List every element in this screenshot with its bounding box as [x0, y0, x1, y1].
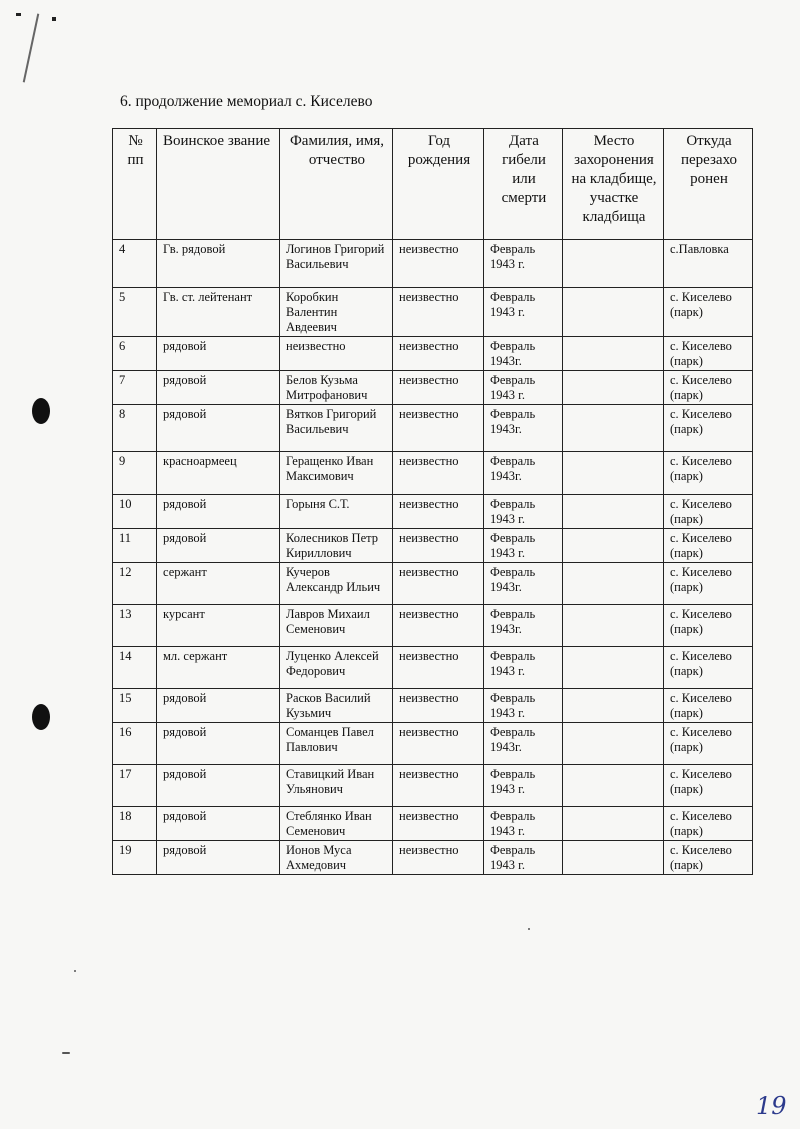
cell-from: с. Киселево (парк): [664, 337, 753, 371]
cell-birth: неизвестно: [393, 495, 484, 529]
cell-rank: рядовой: [157, 529, 280, 563]
cell-death: Февраль 1943 г.: [484, 495, 563, 529]
scan-speck: [74, 970, 76, 972]
punch-hole: [32, 398, 50, 424]
cell-from: с. Киселево (парк): [664, 807, 753, 841]
cell-death: Февраль 1943г.: [484, 337, 563, 371]
table-row: [113, 337, 753, 371]
cell-num: 16: [113, 723, 157, 765]
cell-burial: [563, 841, 664, 875]
table-row: [113, 841, 753, 875]
cell-death: Февраль 1943 г.: [484, 240, 563, 288]
table-row: [113, 529, 753, 563]
cell-rank: Гв. ст. лейтенант: [157, 288, 280, 337]
table-row: [113, 723, 753, 765]
cell-death: Февраль 1943 г.: [484, 765, 563, 807]
cell-from: с. Киселево (парк): [664, 529, 753, 563]
punch-hole: [32, 704, 50, 730]
cell-name: Логинов Григорий Васильевич: [280, 240, 393, 288]
document-heading: 6. продолжение мемориал с. Киселево: [120, 93, 373, 110]
cell-birth: неизвестно: [393, 647, 484, 689]
scan-mark: [52, 17, 56, 21]
cell-rank: рядовой: [157, 405, 280, 452]
cell-rank: рядовой: [157, 495, 280, 529]
cell-from: с. Киселево (парк): [664, 647, 753, 689]
header-rank: Воинское звание: [157, 129, 280, 240]
cell-name: неизвестно: [280, 337, 393, 371]
cell-burial: [563, 405, 664, 452]
table-row: [113, 689, 753, 723]
cell-birth: неизвестно: [393, 841, 484, 875]
cell-num: 6: [113, 337, 157, 371]
header-birth: Год рождения: [393, 129, 484, 240]
cell-num: 18: [113, 807, 157, 841]
cell-birth: неизвестно: [393, 405, 484, 452]
cell-birth: неизвестно: [393, 288, 484, 337]
cell-rank: Гв. рядовой: [157, 240, 280, 288]
cell-burial: [563, 563, 664, 605]
cell-num: 11: [113, 529, 157, 563]
cell-birth: неизвестно: [393, 240, 484, 288]
scan-mark: [23, 14, 40, 83]
scan-speck: [62, 1052, 70, 1054]
cell-birth: неизвестно: [393, 529, 484, 563]
cell-num: 19: [113, 841, 157, 875]
cell-from: с. Киселево (парк): [664, 841, 753, 875]
cell-rank: рядовой: [157, 723, 280, 765]
cell-burial: [563, 765, 664, 807]
cell-death: Февраль 1943 г.: [484, 647, 563, 689]
memorial-table: [112, 128, 753, 875]
cell-name: Стеблянко Иван Семенович: [280, 807, 393, 841]
scan-mark: [16, 13, 21, 16]
cell-rank: красноармеец: [157, 452, 280, 495]
cell-death: Февраль 1943г.: [484, 723, 563, 765]
cell-birth: неизвестно: [393, 605, 484, 647]
header-num: № пп: [113, 129, 157, 240]
cell-from: с. Киселево (парк): [664, 371, 753, 405]
cell-burial: [563, 288, 664, 337]
cell-birth: неизвестно: [393, 563, 484, 605]
header-from: Откуда перезахо ронен: [664, 129, 753, 240]
cell-birth: неизвестно: [393, 689, 484, 723]
table-row: [113, 765, 753, 807]
cell-birth: неизвестно: [393, 371, 484, 405]
cell-num: 17: [113, 765, 157, 807]
cell-name: Кучеров Александр Ильич: [280, 563, 393, 605]
cell-num: 8: [113, 405, 157, 452]
cell-burial: [563, 240, 664, 288]
table-row: [113, 495, 753, 529]
cell-rank: рядовой: [157, 765, 280, 807]
cell-from: с. Киселево (парк): [664, 452, 753, 495]
table-row: [113, 605, 753, 647]
table-row: [113, 288, 753, 337]
cell-from: с. Киселево (парк): [664, 405, 753, 452]
cell-from: с. Киселево (парк): [664, 723, 753, 765]
cell-death: Февраль 1943г.: [484, 452, 563, 495]
cell-num: 4: [113, 240, 157, 288]
cell-name: Луценко Алексей Федорович: [280, 647, 393, 689]
cell-num: 13: [113, 605, 157, 647]
cell-name: Колесников Петр Кириллович: [280, 529, 393, 563]
cell-rank: рядовой: [157, 689, 280, 723]
cell-burial: [563, 723, 664, 765]
cell-name: Белов Кузьма Митрофанович: [280, 371, 393, 405]
cell-name: Геращенко Иван Максимович: [280, 452, 393, 495]
cell-death: Февраль 1943г.: [484, 405, 563, 452]
cell-birth: неизвестно: [393, 807, 484, 841]
cell-death: Февраль 1943 г.: [484, 841, 563, 875]
cell-num: 5: [113, 288, 157, 337]
cell-num: 15: [113, 689, 157, 723]
cell-birth: неизвестно: [393, 723, 484, 765]
cell-burial: [563, 605, 664, 647]
cell-death: Февраль 1943 г.: [484, 529, 563, 563]
cell-burial: [563, 529, 664, 563]
table-row: [113, 240, 753, 288]
table-header-row: [113, 129, 753, 240]
cell-from: с.Павловка: [664, 240, 753, 288]
cell-death: Февраль 1943 г.: [484, 371, 563, 405]
cell-from: с. Киселево (парк): [664, 288, 753, 337]
cell-birth: неизвестно: [393, 337, 484, 371]
cell-from: с. Киселево (парк): [664, 563, 753, 605]
cell-name: Вятков Григорий Васильевич: [280, 405, 393, 452]
table-row: [113, 647, 753, 689]
cell-from: с. Киселево (парк): [664, 689, 753, 723]
cell-burial: [563, 807, 664, 841]
cell-death: Февраль 1943г.: [484, 605, 563, 647]
cell-name: Ионов Муса Ахмедович: [280, 841, 393, 875]
cell-from: с. Киселево (парк): [664, 495, 753, 529]
cell-death: Февраль 1943 г.: [484, 689, 563, 723]
table-row: [113, 452, 753, 495]
cell-death: Февраль 1943г.: [484, 563, 563, 605]
cell-num: 7: [113, 371, 157, 405]
cell-rank: рядовой: [157, 807, 280, 841]
cell-death: Февраль 1943 г.: [484, 288, 563, 337]
table-row: [113, 563, 753, 605]
cell-num: 12: [113, 563, 157, 605]
cell-burial: [563, 337, 664, 371]
cell-burial: [563, 371, 664, 405]
table-row: [113, 371, 753, 405]
cell-name: Лавров Михаил Семенович: [280, 605, 393, 647]
cell-num: 9: [113, 452, 157, 495]
cell-num: 10: [113, 495, 157, 529]
cell-num: 14: [113, 647, 157, 689]
cell-name: Соманцев Павел Павлович: [280, 723, 393, 765]
cell-birth: неизвестно: [393, 765, 484, 807]
cell-rank: мл. сержант: [157, 647, 280, 689]
table-row: [113, 807, 753, 841]
cell-rank: рядовой: [157, 841, 280, 875]
cell-burial: [563, 647, 664, 689]
header-death: Дата гибели или смерти: [484, 129, 563, 240]
cell-birth: неизвестно: [393, 452, 484, 495]
cell-name: Расков Василий Кузьмич: [280, 689, 393, 723]
page-number: 19: [756, 1092, 787, 1120]
scan-speck: [528, 928, 530, 930]
cell-rank: сержант: [157, 563, 280, 605]
cell-from: с. Киселево (парк): [664, 765, 753, 807]
cell-rank: курсант: [157, 605, 280, 647]
cell-burial: [563, 495, 664, 529]
cell-name: Ставицкий Иван Ульянович: [280, 765, 393, 807]
header-burial: Место захоронения на кладбище, участке кладбища: [563, 129, 664, 240]
cell-name: Коробкин Валентин Авдеевич: [280, 288, 393, 337]
cell-burial: [563, 689, 664, 723]
cell-rank: рядовой: [157, 337, 280, 371]
header-name: Фамилия, имя, отчество: [280, 129, 393, 240]
cell-rank: рядовой: [157, 371, 280, 405]
cell-death: Февраль 1943 г.: [484, 807, 563, 841]
table-row: [113, 405, 753, 452]
cell-from: с. Киселево (парк): [664, 605, 753, 647]
cell-name: Горыня С.Т.: [280, 495, 393, 529]
cell-burial: [563, 452, 664, 495]
